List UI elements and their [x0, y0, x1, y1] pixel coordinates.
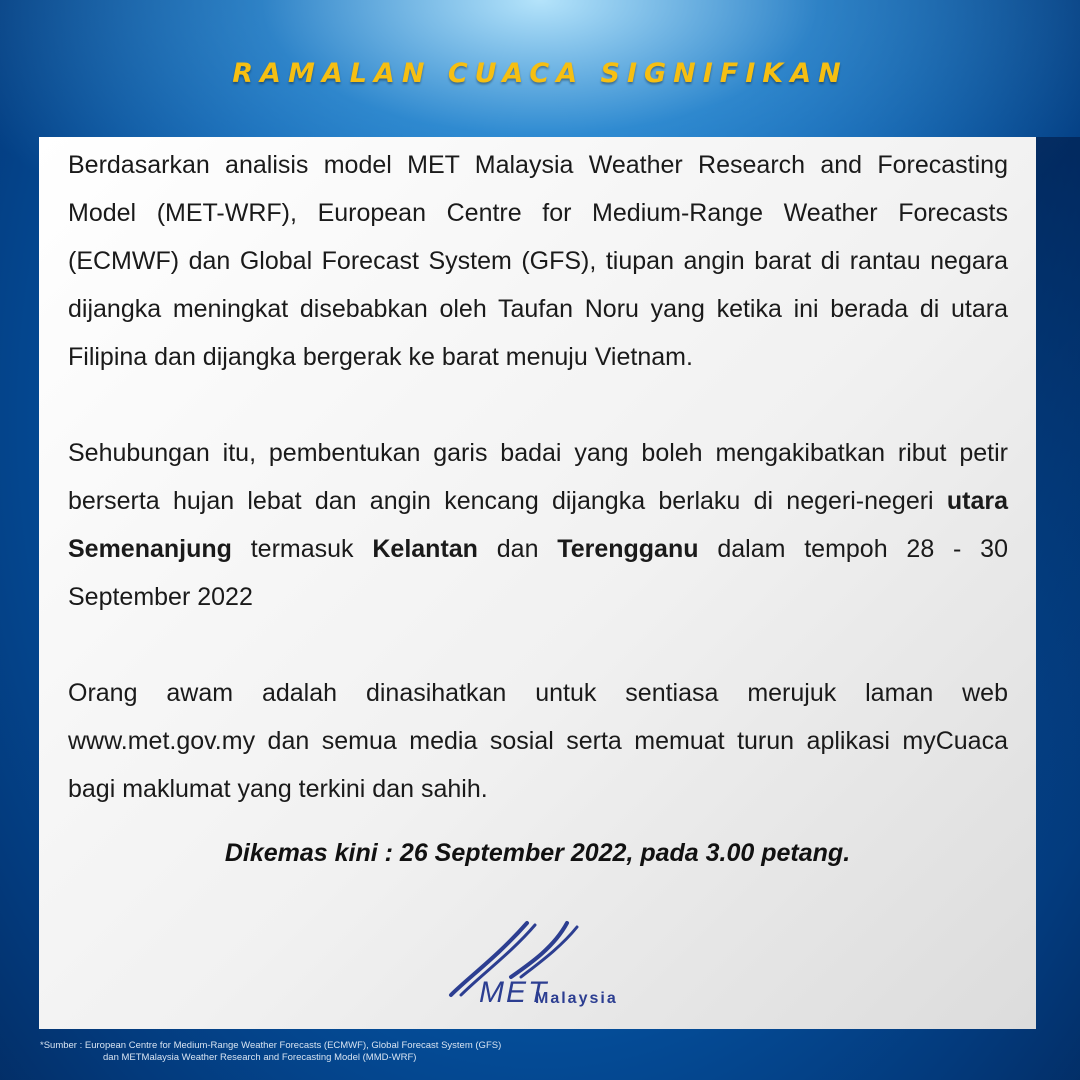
- forecast-card: [39, 137, 1036, 1029]
- source-footnote: [40, 1040, 501, 1064]
- paragraph-advice: Orang awam adalah dinasihatkan untuk sentiasa merujuk laman web www.met.gov.my dan semua media sosial serta memuat turun aplikasi myCuaca bagi maklumat yang terkini dan sahih.: [68, 679, 1008, 803]
- updated-timestamp: Dikemas kini : 26 September 2022, pada 3.00 petang.: [224, 839, 851, 867]
- region-north-peninsula: utara Semenanjung: [68, 487, 1008, 563]
- card-shadow: [1036, 137, 1080, 1029]
- paragraph-forecast-basis: Berdasarkan analisis model MET Malaysia Weather Research and Forecasting Model (MET-WRF), European Centre for Medium-Range Weather Forecasts (ECMWF) dan Global Forecast System (GFS), tiupan angin barat di rantau negara dijangka meningkat disebabkan oleh Taufan Noru yang ketika ini berada di utara Filipina dan dijangka bergerak ke barat menuju Vietnam.: [68, 151, 1008, 371]
- met-malaysia-logo: [439, 917, 649, 1007]
- warning-text-3: dan: [477, 535, 558, 563]
- warning-text-4: dalam tempoh 28 - 30 September 2022: [68, 535, 1008, 611]
- paragraph-warning: [68, 429, 1008, 621]
- region-kelantan: Kelantan: [372, 535, 478, 563]
- warning-text-2: termasuk: [231, 535, 373, 563]
- logo-text-malaysia: Malaysia: [535, 990, 618, 1007]
- logo-swoosh-4: [521, 927, 577, 977]
- logo-text-met: MET: [479, 976, 549, 1007]
- page-title: RAMALAN CUACA SIGNIFIKAN: [232, 58, 848, 89]
- footnote-line-1: *Sumber : European Centre for Medium-Range Weather Forecasts (ECMWF), Global Forecast System (GFS): [40, 1040, 502, 1051]
- footnote-line-2: dan METMalaysia Weather Research and Forecasting Model (MMD-WRF): [103, 1052, 417, 1063]
- region-terengganu: Terengganu: [557, 535, 699, 563]
- warning-text-1: Sehubungan itu, pembentukan garis badai yang boleh mengakibatkan ribut petir berserta hujan lebat dan angin kencang dijangka berlaku di negeri-negeri: [68, 439, 1008, 515]
